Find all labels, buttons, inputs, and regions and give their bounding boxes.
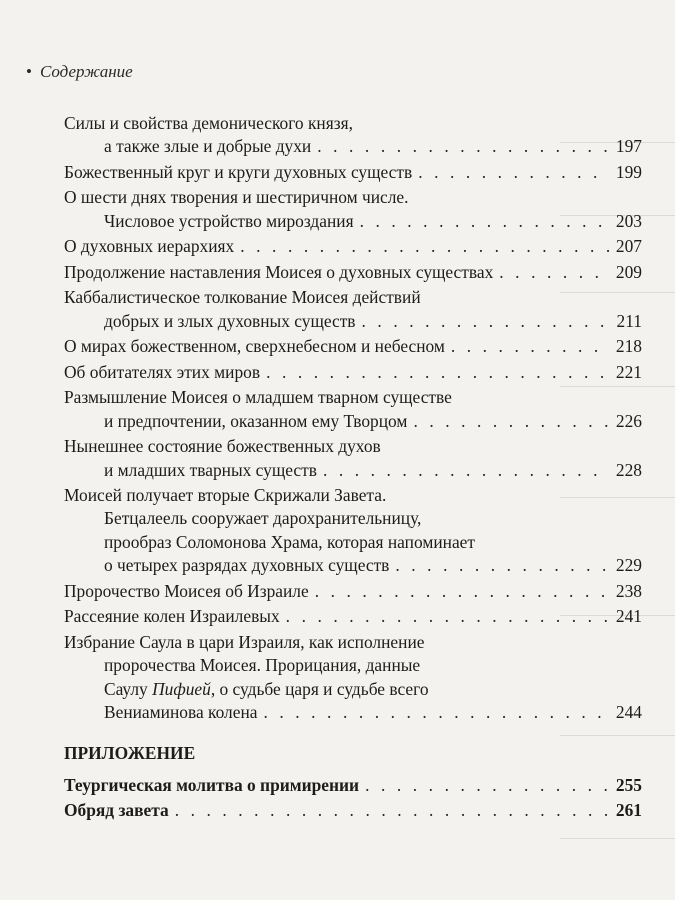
dot-leader (323, 459, 610, 482)
toc-entry-leader-row (64, 554, 642, 577)
toc-entry-leader-row (64, 361, 642, 384)
toc-entry-title: Рассеяние колен Израилевых (64, 606, 280, 627)
appendix-entry-leader-row (64, 799, 642, 822)
toc-entry-page-number: 207 (615, 236, 642, 257)
toc-entry (64, 261, 642, 284)
toc-entry-page-number: 209 (615, 261, 642, 282)
toc-entry-leader-row (64, 235, 642, 258)
toc-entry (64, 435, 642, 482)
dot-leader (362, 310, 611, 333)
toc-entry-leader-row (64, 701, 642, 724)
running-head-title: Содержание (39, 62, 133, 81)
toc-entry-leader-row (64, 335, 642, 358)
toc-entry-leader-row (64, 261, 642, 284)
appendix-entry-page-number: 255 (615, 774, 642, 795)
dot-leader (263, 701, 609, 724)
dot-leader (240, 235, 610, 258)
toc-entry-line: Размышление Моисея о младшем тварном существе (64, 387, 452, 408)
toc-entry (64, 161, 642, 184)
toc-entry-leader-row (64, 310, 642, 333)
dot-leader (175, 799, 610, 822)
toc-entry-leader-row (64, 605, 642, 628)
appendix-heading: ПРИЛОЖЕНИЕ (64, 743, 196, 764)
toc-entry-title: о четырех разрядах духовных существ (104, 555, 390, 576)
bullet-icon: • (26, 62, 32, 81)
toc-entry-page-number: 203 (615, 210, 642, 231)
toc-entry (64, 286, 642, 333)
toc-entry (64, 361, 642, 384)
toc-entry-line: О шести днях творения и шестиричном числе. (64, 187, 409, 208)
dot-leader (395, 554, 610, 577)
toc-entry-page-number: 218 (615, 336, 642, 357)
toc-entry-page-number: 241 (615, 606, 642, 627)
dot-leader (317, 135, 610, 158)
italic-name: Пифией (152, 678, 211, 699)
toc-entry (64, 484, 642, 578)
toc-entry-title: Божественный круг и круги духовных существ (64, 161, 413, 182)
dot-leader (286, 605, 610, 628)
dot-leader (499, 261, 610, 284)
running-head (26, 62, 133, 82)
toc-entry-leader-row (64, 580, 642, 603)
toc-entry-title: и младших тварных существ (104, 459, 317, 480)
toc-entry (64, 235, 642, 258)
toc-entry-line: Силы и свойства демонического князя, (64, 113, 353, 133)
dot-leader (315, 580, 610, 603)
toc-entry-title: О мирах божественном, сверхнебесном и небесном (64, 336, 445, 357)
dot-leader (451, 335, 610, 358)
toc-entry-title: и предпочтении, оказанном ему Творцом (104, 410, 408, 431)
toc-entry-page-number: 244 (615, 701, 642, 722)
toc-entry (64, 186, 642, 233)
appendix-entry (64, 774, 642, 797)
dot-leader (365, 774, 610, 797)
show-through-line (560, 838, 675, 839)
toc-entry-title: Вениаминова колена (104, 701, 258, 722)
dot-leader (418, 161, 610, 184)
toc-entry-line: Моисей получает вторые Скрижали Завета. (64, 485, 387, 506)
toc-entry-title: Числовое устройство мироздания (104, 210, 354, 231)
toc-entry-leader-row (64, 135, 642, 158)
toc-entry-leader-row (64, 459, 642, 482)
toc-entry-page-number: 229 (615, 555, 642, 576)
toc-entry-line: пророчества Моисея. Прорицания, данные (104, 655, 421, 676)
table-of-contents (64, 112, 642, 825)
toc-entry-line: Каббалистическое толкование Моисея действий (64, 287, 421, 308)
toc-entry (64, 112, 642, 159)
toc-entry (64, 335, 642, 358)
toc-entry-line: Бетцалеель сооружает дарохранительницу, (104, 508, 422, 529)
toc-entry-page-number: 197 (615, 136, 642, 157)
toc-entry-page-number: 238 (615, 580, 642, 601)
toc-entry (64, 631, 642, 725)
appendix-entry-title: Обряд завета (64, 800, 169, 821)
toc-entry-leader-row (64, 210, 642, 233)
dot-leader (360, 210, 610, 233)
toc-entry (64, 386, 642, 433)
appendix-entry-page-number: 261 (615, 800, 642, 821)
toc-entry-title: Продолжение наставления Моисея о духовных существах (64, 261, 494, 282)
dot-leader (413, 410, 609, 433)
toc-entry-title: Об обитателях этих миров (64, 361, 261, 382)
appendix-entry-leader-row (64, 774, 642, 797)
toc-entry-line: Саулу Пифией, о судьбе царя и судьбе всего (104, 678, 429, 699)
toc-entry-line: прообраз Соломонова Храма, которая напоминает (104, 531, 475, 552)
toc-entry-page-number: 199 (615, 161, 642, 182)
toc-entry-page-number: 226 (615, 410, 642, 431)
toc-entry-page-number: 221 (615, 361, 642, 382)
dot-leader (266, 361, 610, 384)
toc-entry-line: Нынешнее состояние божественных духов (64, 436, 381, 457)
toc-entry-leader-row (64, 161, 642, 184)
toc-entry-page-number: 228 (615, 459, 642, 480)
toc-entry-leader-row (64, 410, 642, 433)
toc-entry-title: Пророчество Моисея об Израиле (64, 580, 309, 601)
toc-entry-title: добрых и злых духовных существ (104, 310, 356, 331)
toc-entry-line: Избрание Саула в цари Израиля, как исполнение (64, 631, 425, 652)
toc-entry-page-number: 211 (616, 310, 642, 331)
toc-entry-title: а также злые и добрые духи (104, 136, 312, 157)
toc-entry-title: О духовных иерархиях (64, 236, 235, 257)
toc-entry (64, 605, 642, 628)
appendix-entry (64, 799, 642, 822)
appendix-entry-title: Теургическая молитва о примирении (64, 774, 360, 795)
toc-entry (64, 580, 642, 603)
